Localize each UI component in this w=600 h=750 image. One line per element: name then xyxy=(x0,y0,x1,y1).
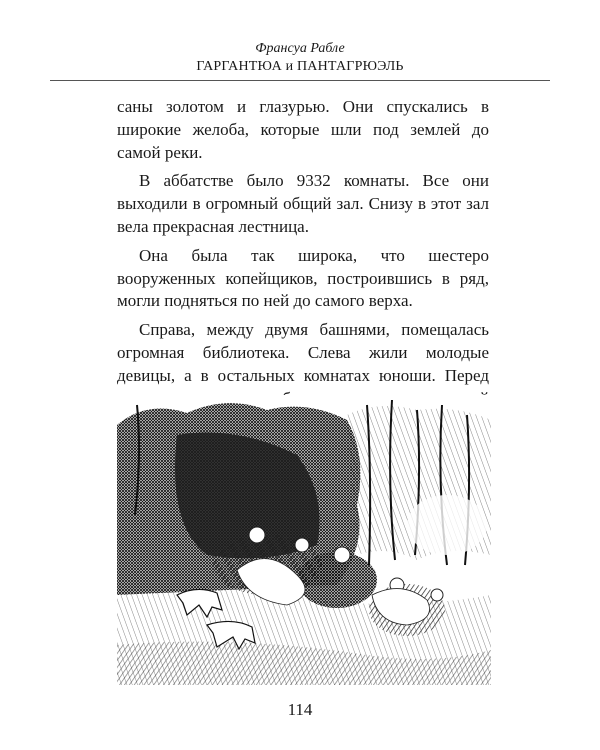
engraving-illustration xyxy=(117,395,491,685)
header-rule xyxy=(50,80,550,81)
header-title: ГАРГАНТЮА и ПАНТАГРЮЭЛЬ xyxy=(196,59,404,74)
paragraph-4: Справа, между двумя башнями, помещалась огромная библиотека. Слева жили молодые девицы, а в остальных комнатах юноши. Перед xyxy=(117,320,489,385)
paragraph-1: саны золотом и глазурью. Они спускались в широкие желоба, которые шли под землей до самой реки. xyxy=(117,97,489,162)
engraving-svg xyxy=(117,395,491,685)
paragraph-3: Она была так широка, что шестеро вооруженных копейщиков, построившись в ряд, могли подняться по ней до самого верха. xyxy=(117,245,489,311)
page-number: 114 xyxy=(287,700,313,719)
paragraph-2: В аббатстве было 9332 комнаты. Все они выходили в огромный общий зал. Снизу в этот зал вела прекрасная лестница. xyxy=(117,171,489,236)
running-header xyxy=(0,40,600,81)
clearing xyxy=(407,495,487,555)
header-author: Франсуа Рабле xyxy=(255,41,345,56)
